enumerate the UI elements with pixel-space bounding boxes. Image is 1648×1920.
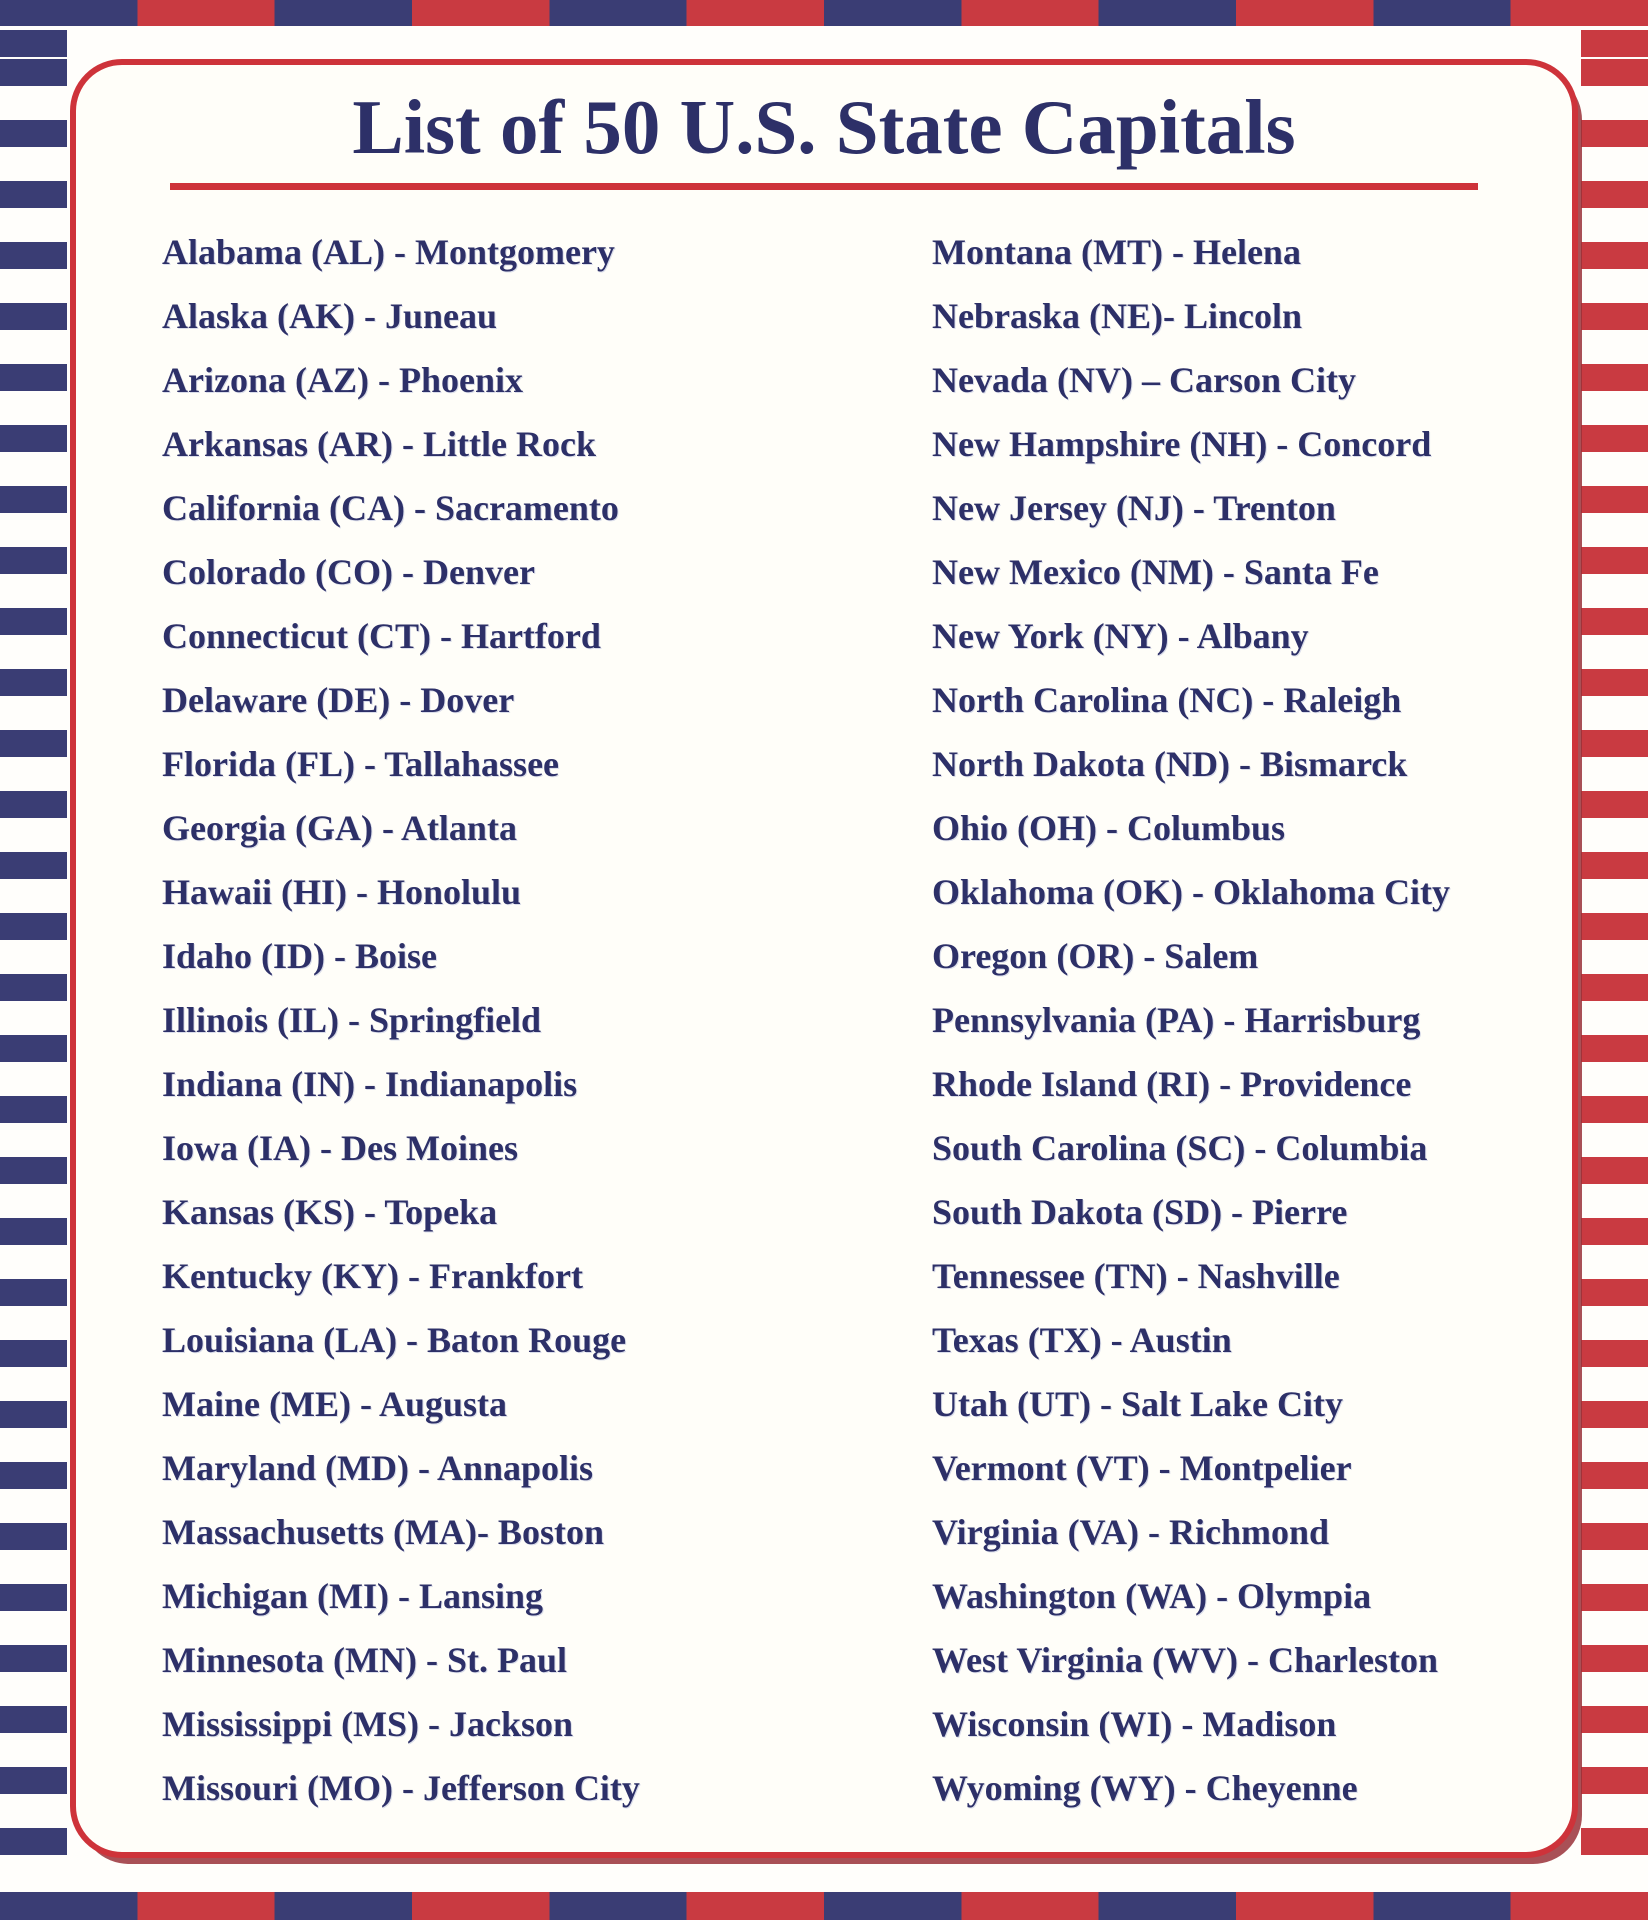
left-stripe-border: [0, 26, 67, 1885]
capital-entry: New Jersey (NJ) - Trenton: [932, 488, 1336, 528]
capitals-column-right: [932, 220, 1572, 1820]
capital-entry: Arkansas (AR) - Little Rock: [162, 424, 596, 464]
capital-entry: Maine (ME) - Augusta: [162, 1384, 507, 1424]
capital-entry: Oklahoma (OK) - Oklahoma City: [932, 872, 1451, 912]
capital-entry: Nebraska (NE)- Lincoln: [932, 296, 1303, 336]
right-stripe-border: [1581, 26, 1648, 1885]
capital-entry: Massachusetts (MA)- Boston: [162, 1512, 604, 1552]
capitals-card: [70, 59, 1578, 1858]
capital-entry: New Hampshire (NH) - Concord: [932, 424, 1432, 464]
capital-entry: Minnesota (MN) - St. Paul: [162, 1640, 567, 1680]
capital-entry: Hawaii (HI) - Honolulu: [162, 872, 522, 912]
capital-entry: Kentucky (KY) - Frankfort: [162, 1256, 583, 1296]
capital-entry: South Carolina (SC) - Columbia: [932, 1128, 1428, 1168]
capital-entry: Rhode Island (RI) - Providence: [932, 1064, 1412, 1104]
capital-entry: Kansas (KS) - Topeka: [162, 1192, 498, 1232]
capital-entry: Nevada (NV) – Carson City: [932, 360, 1356, 400]
capital-entry: South Dakota (SD) - Pierre: [932, 1192, 1348, 1232]
capital-entry: Virginia (VA) - Richmond: [932, 1512, 1330, 1552]
capital-entry: Georgia (GA) - Atlanta: [162, 808, 517, 848]
capital-entry: New York (NY) - Albany: [932, 616, 1309, 656]
capital-entry: Maryland (MD) - Annapolis: [162, 1448, 594, 1488]
capitals-column-left: [162, 220, 932, 1820]
capital-entry: North Dakota (ND) - Bismarck: [932, 744, 1408, 784]
capitals-columns: [76, 220, 1572, 1820]
capital-entry: Idaho (ID) - Boise: [162, 936, 438, 976]
capital-entry: Montana (MT) - Helena: [932, 232, 1301, 272]
capital-entry: California (CA) - Sacramento: [162, 488, 619, 528]
capital-entry: Alaska (AK) - Juneau: [162, 296, 498, 336]
capital-entry: Wyoming (WY) - Cheyenne: [932, 1768, 1358, 1808]
title-divider: [170, 183, 1478, 190]
capital-entry: Mississippi (MS) - Jackson: [162, 1704, 574, 1744]
page-title: List of 50 U.S. State Capitals: [352, 84, 1296, 170]
capital-entry: Arizona (AZ) - Phoenix: [162, 360, 523, 400]
capital-entry: Texas (TX) - Austin: [932, 1320, 1232, 1360]
capital-entry: Florida (FL) - Tallahassee: [162, 744, 560, 784]
capital-entry: Missouri (MO) - Jefferson City: [162, 1768, 640, 1808]
capital-entry: Ohio (OH) - Columbus: [932, 808, 1286, 848]
capital-entry: Washington (WA) - Olympia: [932, 1576, 1372, 1616]
bottom-border-blocks: [0, 1892, 1648, 1920]
capital-entry: Connecticut (CT) - Hartford: [162, 616, 601, 656]
top-border-blocks: [0, 0, 1648, 26]
capital-entry: Tennessee (TN) - Nashville: [932, 1256, 1340, 1296]
capital-entry: Iowa (IA) - Des Moines: [162, 1128, 518, 1168]
capital-entry: Louisiana (LA) - Baton Rouge: [162, 1320, 627, 1360]
capital-entry: Utah (UT) - Salt Lake City: [932, 1384, 1343, 1424]
capital-entry: North Carolina (NC) - Raleigh: [932, 680, 1402, 720]
capital-entry: Colorado (CO) - Denver: [162, 552, 535, 592]
capital-entry: New Mexico (NM) - Santa Fe: [932, 552, 1379, 592]
capital-entry: Delaware (DE) - Dover: [162, 680, 515, 720]
capital-entry: West Virginia (WV) - Charleston: [932, 1640, 1438, 1680]
capital-entry: Illinois (IL) - Springfield: [162, 1000, 542, 1040]
capital-entry: Pennsylvania (PA) - Harrisburg: [932, 1000, 1421, 1040]
capital-entry: Indiana (IN) - Indianapolis: [162, 1064, 578, 1104]
capital-entry: Vermont (VT) - Montpelier: [932, 1448, 1352, 1488]
capital-entry: Michigan (MI) - Lansing: [162, 1576, 544, 1616]
capital-entry: Alabama (AL) - Montgomery: [162, 232, 615, 272]
capital-entry: Oregon (OR) - Salem: [932, 936, 1259, 976]
capital-entry: Wisconsin (WI) - Madison: [932, 1704, 1337, 1744]
